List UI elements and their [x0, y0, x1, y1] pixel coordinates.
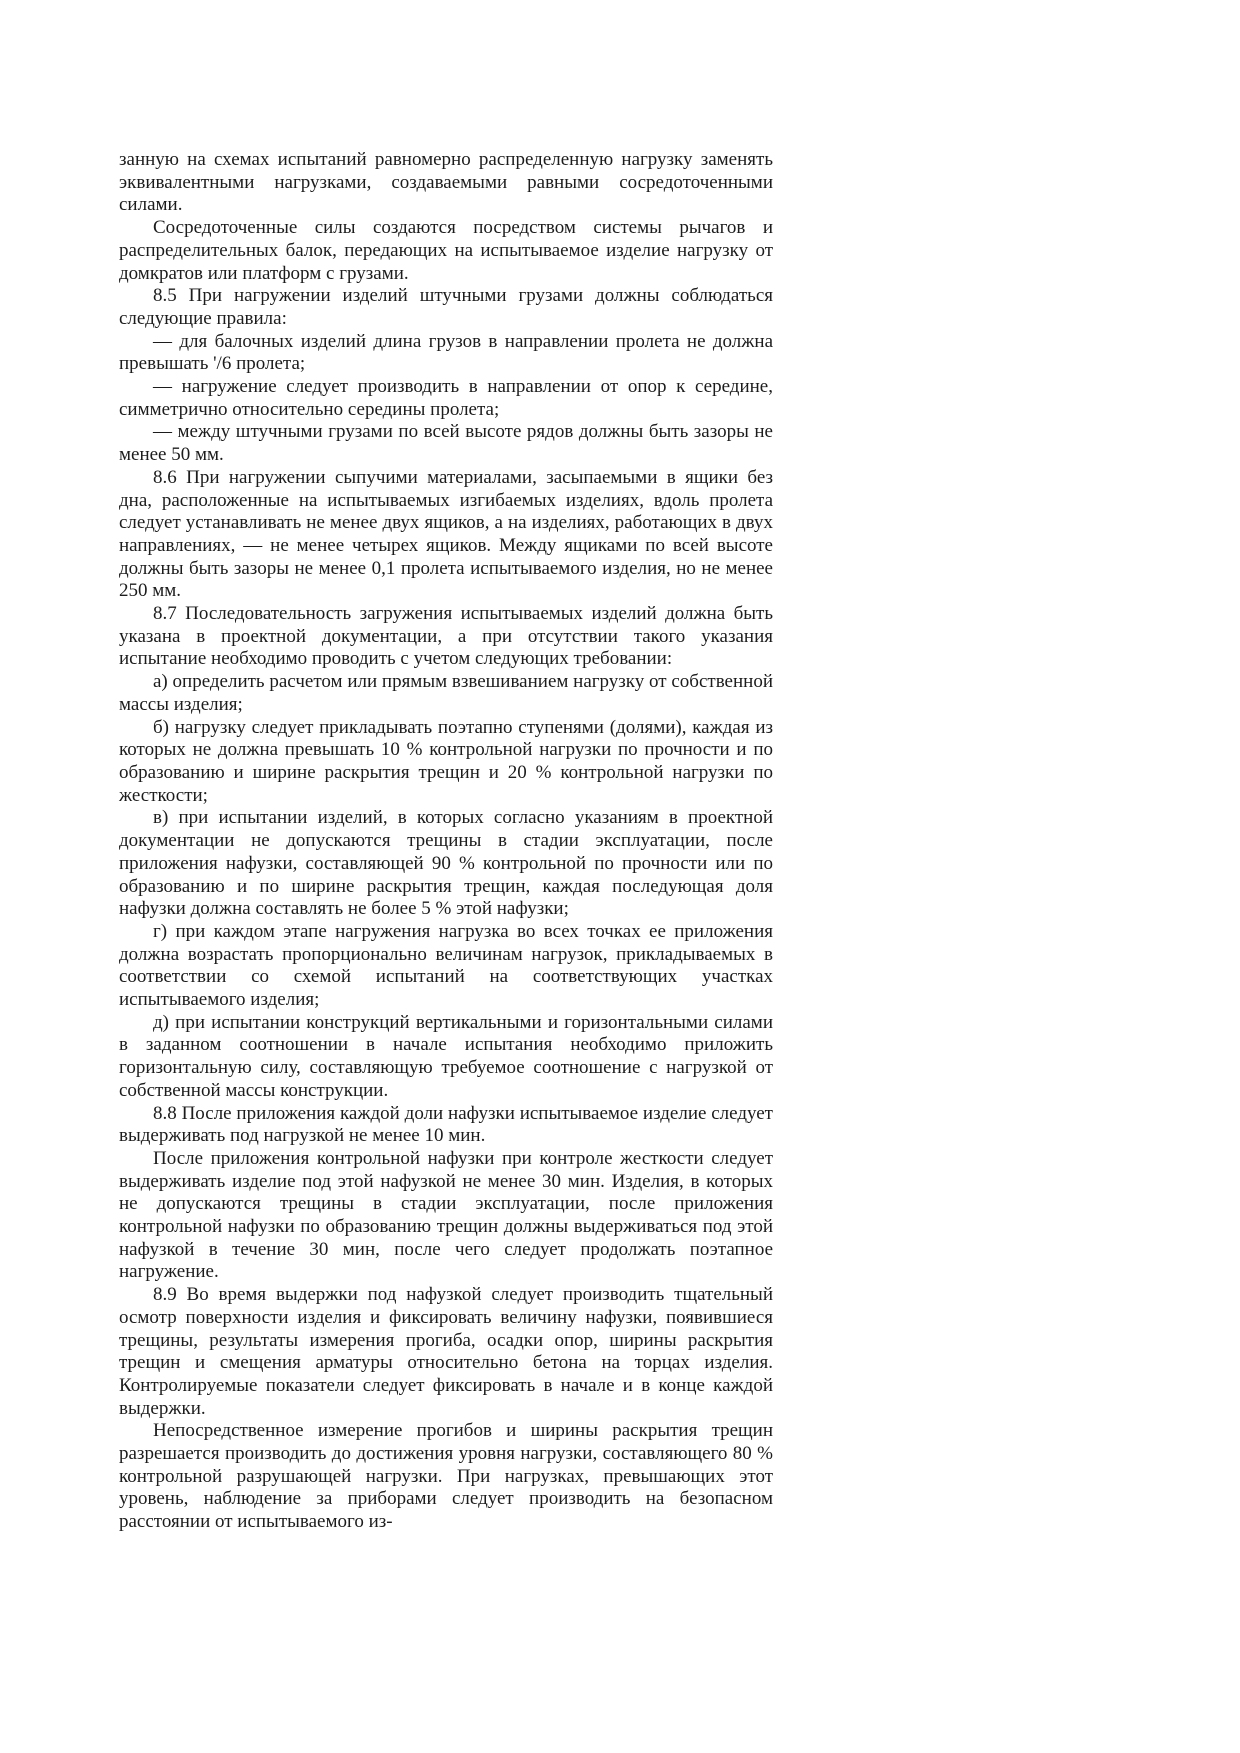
paragraph-direct-measurement: Непосредственное измерение прогибов и ширины раскрытия трещин разрешается производить до достижения уровня нагрузки, составляющего 80 % контрольной разрушающей нагрузки. При нагрузках, превышающих этот уровень, наблюдение за приборами следует производить на безопасном расстоянии от испытываемого из-: [119, 1420, 773, 1533]
list-item-dash-1: — для балочных изделий длина грузов в направлении пролета не должна превышать '/6 пролета;: [119, 330, 773, 375]
list-item-d: д) при испытании конструкций вертикальными и горизонтальными силами в заданном соотношении в начале испытания необходимо приложить горизонтальную силу, составляющую требуемое соотношение с нагрузкой от собственной массы конструкции.: [119, 1011, 773, 1101]
document-body: [119, 149, 773, 1534]
paragraph-continuation: занную на схемах испытаний равномерно распределенную нагрузку заменять эквивалентными нагрузками, создаваемыми равными сосредоточенными силами.: [119, 149, 773, 216]
paragraph-8-8: 8.8 После приложения каждой доли нафузки испытываемое изделие следует выдерживать под нагрузкой не менее 10 мин.: [119, 1102, 773, 1147]
list-item-a: а) определить расчетом или прямым взвешиванием нагрузку от собственной массы изделия;: [119, 671, 773, 715]
list-item-dash-3: — между штучными грузами по всей высоте рядов должны быть зазоры не менее 50 мм.: [119, 421, 773, 466]
paragraph-8-5: 8.5 При нагружении изделий штучными грузами должны соблюдаться следующие правила:: [119, 285, 773, 329]
paragraph-8-9: 8.9 Во время выдержки под нафузкой следует производить тщательный осмотр поверхности изделия и фиксировать величину нафузки, появившиеся трещины, результаты измерения прогиба, осадки опор, ширины раскрытия трещин и смещения арматуры относительно бетона на торцах изделия. Контролируемые показатели следует фиксировать в начале и в конце каждой выдержки.: [119, 1284, 773, 1419]
paragraph-8-6: 8.6 При нагружении сыпучими материалами, засыпаемыми в ящики без дна, расположенные на испытываемых изгибаемых изделиях, вдоль пролета следует устанавливать не менее двух ящиков, а на изделиях, работающих в двух направлениях, — не менее четырех ящиков. Между ящиками по всей высоте должны быть зазоры не менее 0,1 пролета испытываемого изделия, но не менее 250 мм.: [119, 466, 773, 602]
list-item-b: б) нагрузку следует прикладывать поэтапно ступенями (долями), каждая из которых не должна превышать 10 % контрольной нагрузки по прочности и по образованию и ширине раскрытия трещин и 20 % контрольной нагрузки по жесткости;: [119, 716, 773, 806]
paragraph-concentrated-forces: Сосредоточенные силы создаются посредством системы рычагов и распределительных балок, передающих на испытываемое изделие нагрузку от домкратов или платформ с грузами.: [119, 217, 773, 284]
list-item-dash-2: — нагружение следует производить в направлении от опор к середине, симметрично относительно середины пролета;: [119, 376, 773, 420]
list-item-v: в) при испытании изделий, в которых согласно указаниям в проектной документации не допускаются трещины в стадии эксплуатации, после приложения нафузки, составляющей 90 % контрольной по прочности или по образованию и по ширине раскрытия трещин, каждая последующая доля нафузки должна составлять не более 5 % этой нафузки;: [119, 807, 773, 920]
paragraph-8-7: 8.7 Последовательность загружения испытываемых изделий должна быть указана в проектной документации, а при отсутствии такого указания испытание необходимо проводить с учетом следующих требовании:: [119, 603, 773, 670]
paragraph-control-load: После приложения контрольной нафузки при контроле жесткости следует выдерживать изделие под этой нафузкой не менее 30 мин. Изделия, в которых не допускаются трещины в стадии эксплуатации, после приложения контрольной нафузки по образованию трещин должны выдерживаться под этой нафузкой в течение 30 мин, после чего следует продолжать поэтапное нагружение.: [119, 1147, 773, 1283]
list-item-g: г) при каждом этапе нагружения нагрузка во всех точках ее приложения должна возрастать пропорционально величинам нагрузок, прикладываемых в соответствии со схемой испытаний на соответствующих участках испытываемого изделия;: [119, 920, 773, 1011]
